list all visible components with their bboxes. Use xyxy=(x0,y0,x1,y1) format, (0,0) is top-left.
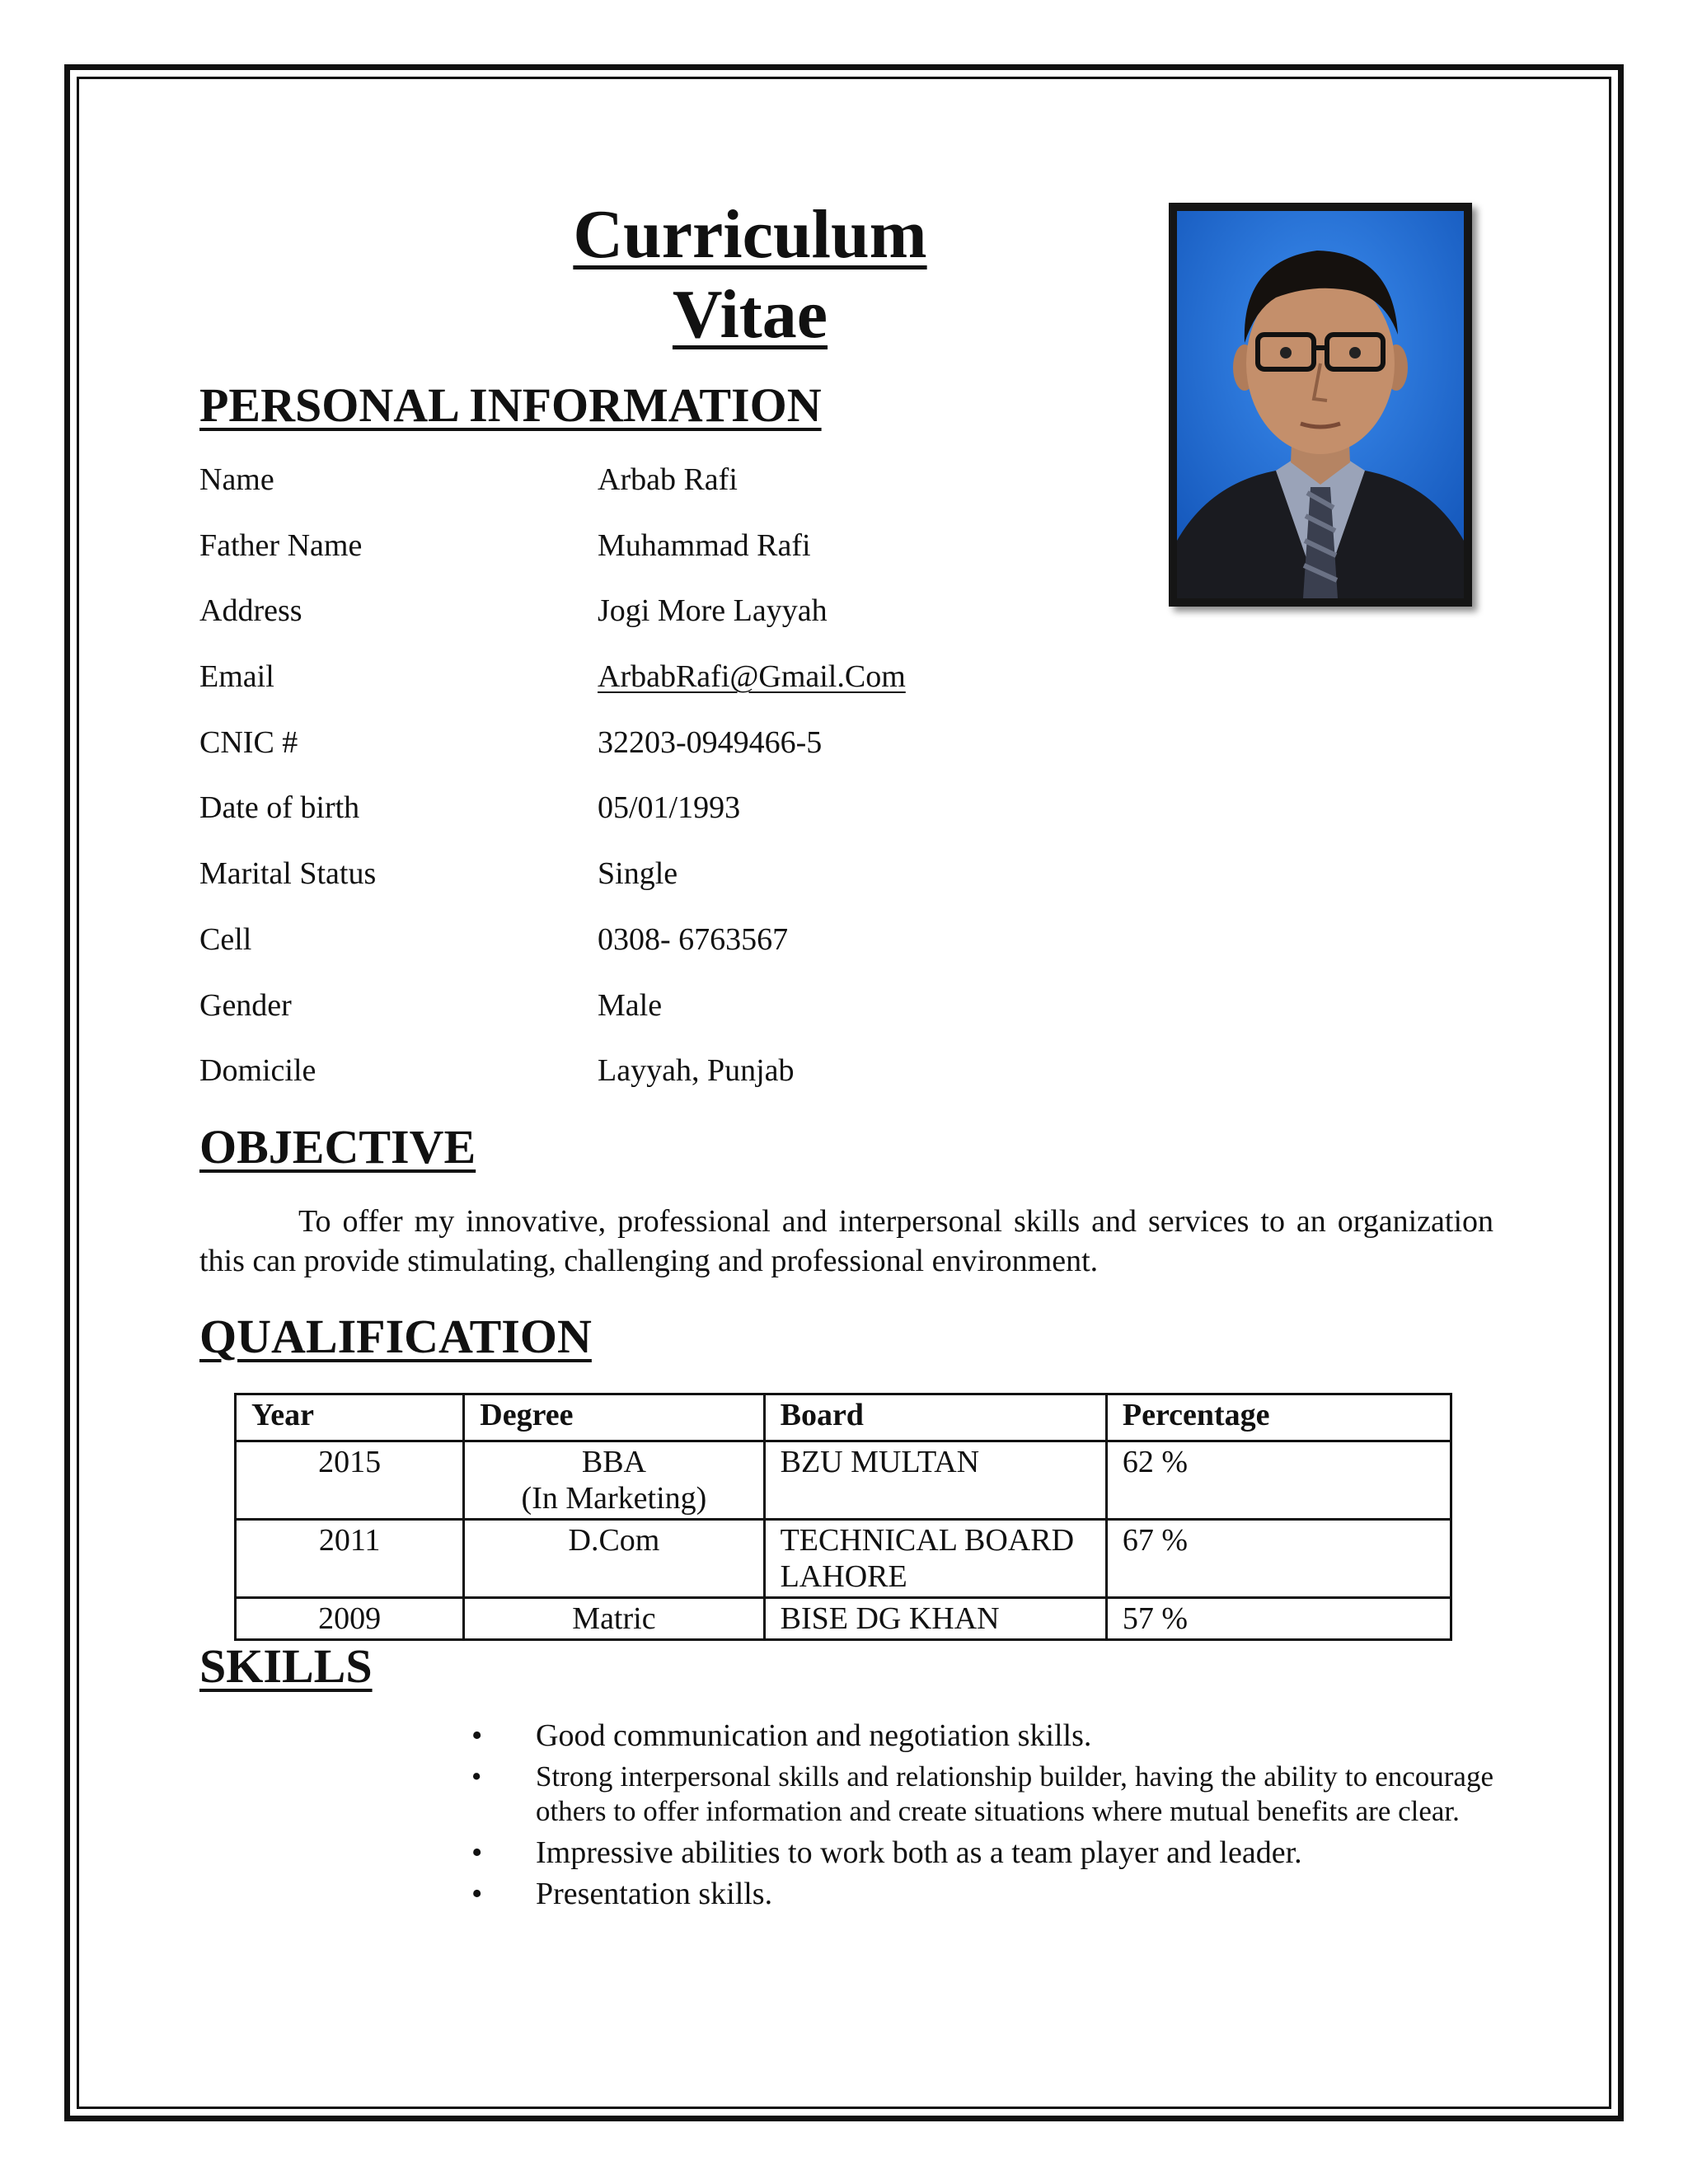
info-label: Cell xyxy=(199,922,252,957)
table-row xyxy=(236,1441,1451,1520)
profile-photo-image xyxy=(1177,211,1464,598)
bullet-icon: • xyxy=(471,1760,482,1793)
info-row-email xyxy=(199,658,1189,708)
column-header-percentage: Percentage xyxy=(1106,1394,1451,1441)
info-label: Marital Status xyxy=(199,856,377,891)
info-label: Domicile xyxy=(199,1053,316,1088)
info-row-domicile xyxy=(199,1052,1189,1102)
info-value: Arbab Rafi xyxy=(598,462,738,497)
percentage-cell: 57 % xyxy=(1106,1598,1451,1640)
skill-text: Good communication and negotiation skills. xyxy=(536,1718,1092,1753)
degree-cell xyxy=(464,1598,764,1640)
percentage-cell: 67 % xyxy=(1106,1520,1451,1598)
bullet-icon: • xyxy=(471,1718,483,1753)
list-item xyxy=(462,1835,1493,1870)
board-cell: BZU MULTAN xyxy=(764,1441,1106,1520)
info-value: Single xyxy=(598,856,678,891)
qualification-table xyxy=(234,1393,1452,1641)
skill-text: Presentation skills. xyxy=(536,1877,773,1911)
list-item xyxy=(462,1760,1493,1829)
info-label: Name xyxy=(199,462,274,497)
skill-text: Strong interpersonal skills and relationship builder, having the ability to encourage others to offer information and create situations where mutual benefits are clear. xyxy=(536,1760,1493,1827)
board-cell: TECHNICAL BOARD LAHORE xyxy=(764,1520,1106,1598)
degree-name: BBA xyxy=(581,1445,646,1479)
info-value: Muhammad Rafi xyxy=(598,528,811,563)
info-value: 05/01/1993 xyxy=(598,790,741,825)
column-header-degree: Degree xyxy=(464,1394,764,1441)
bullet-icon: • xyxy=(471,1877,483,1911)
degree-name: D.Com xyxy=(568,1523,660,1558)
info-row-cnic xyxy=(199,724,1189,774)
year-cell: 2011 xyxy=(236,1520,464,1598)
info-row-gender xyxy=(199,987,1189,1037)
info-value: Layyah, Punjab xyxy=(598,1053,795,1088)
info-label: Gender xyxy=(199,988,292,1023)
info-value: 32203-0949466-5 xyxy=(598,725,823,760)
column-header-year: Year xyxy=(236,1394,464,1441)
info-row-name xyxy=(199,462,1189,511)
info-row-cell xyxy=(199,921,1189,971)
degree-note: (In Marketing) xyxy=(521,1481,707,1516)
info-row-address xyxy=(199,593,1189,642)
objective-text: To offer my innovative, professional and interpersonal skills and services to an organization this can provide stimulating, challenging and professional environment. xyxy=(199,1204,1493,1278)
degree-name: Matric xyxy=(572,1601,656,1636)
column-header-board: Board xyxy=(764,1394,1106,1441)
info-row-father-name xyxy=(199,527,1189,577)
board-cell: BISE DG KHAN xyxy=(764,1598,1106,1640)
list-item xyxy=(462,1718,1493,1753)
degree-cell xyxy=(464,1441,764,1520)
year-cell: 2009 xyxy=(236,1598,464,1640)
info-row-date-of-birth xyxy=(199,790,1189,839)
personal-information-heading: PERSONAL INFORMATION xyxy=(199,378,822,432)
info-value: Male xyxy=(598,988,663,1023)
table-row xyxy=(236,1520,1451,1598)
info-value: 0308- 6763567 xyxy=(598,922,789,957)
year-cell: 2015 xyxy=(236,1441,464,1520)
table-header-row xyxy=(236,1394,1451,1441)
info-label: Father Name xyxy=(199,528,363,563)
degree-cell xyxy=(464,1520,764,1598)
email-link[interactable]: ArbabRafi@Gmail.Com xyxy=(598,659,906,694)
info-label: Address xyxy=(199,593,302,628)
qualification-heading: QUALIFICATION xyxy=(199,1310,592,1363)
info-label: CNIC # xyxy=(199,725,298,760)
percentage-cell: 62 % xyxy=(1106,1441,1451,1520)
skills-heading: SKILLS xyxy=(199,1639,373,1693)
skills-list xyxy=(462,1718,1493,1918)
table-row xyxy=(236,1598,1451,1640)
info-value: Jogi More Layyah xyxy=(598,593,828,628)
info-label: Date of birth xyxy=(199,790,360,825)
info-row-marital-status xyxy=(199,855,1189,905)
skill-text: Impressive abilities to work both as a team player and leader. xyxy=(536,1835,1302,1870)
list-item xyxy=(462,1877,1493,1911)
bullet-icon: • xyxy=(471,1835,483,1870)
profile-photo xyxy=(1169,203,1472,607)
info-label: Email xyxy=(199,659,274,694)
objective-heading: OBJECTIVE xyxy=(199,1120,476,1174)
document-title: Curriculum Vitae xyxy=(573,196,927,353)
